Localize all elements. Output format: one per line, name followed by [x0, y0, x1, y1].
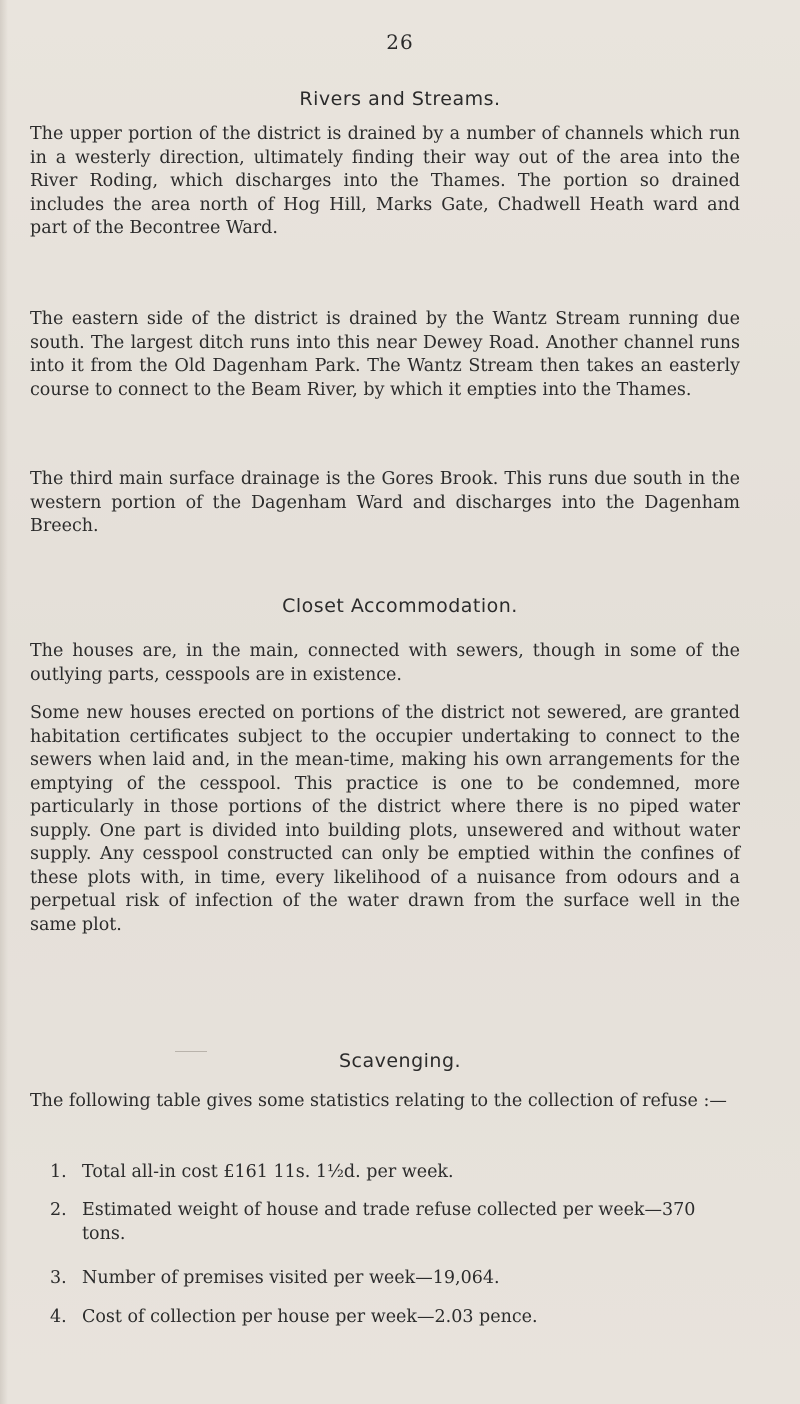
- list-item: [50, 1305, 742, 1329]
- list-item-number: 3.: [50, 1268, 67, 1288]
- paragraph-scavenging-intro: The following table gives some statistics relating to the collection of refuse :—: [30, 1091, 727, 1111]
- list-item-text: Cost of collection per house per week—2.03 pence.: [82, 1307, 538, 1327]
- list-item-number: 2.: [50, 1200, 67, 1220]
- paragraph-rivers-1: The upper portion of the district is drained by a number of channels which run in a westerly direction, ultimately finding their way out of the area into the River Roding, which discharges into the Thames. The portion so drained includes the area north of Hog Hill, Marks Gate, Chadwell Heath ward and part of the Becontree Ward.: [30, 124, 740, 238]
- list-item-text: Number of premises visited per week—19,064.: [82, 1268, 500, 1288]
- list-item-text: Estimated weight of house and trade refuse collected per week—370 tons.: [82, 1200, 696, 1244]
- paragraph-rivers-2: The eastern side of the district is drained by the Wantz Stream running due south. The largest ditch runs into this near Dewey Road. Another channel runs into it from the Old Dagenham Park. The Wantz Stream then takes an easterly course to connect to the Beam River, by which it empties into the Thames.: [30, 309, 740, 400]
- list-item-number: 4.: [50, 1307, 67, 1327]
- page-number: 26: [386, 30, 414, 54]
- list-item-number: 1.: [50, 1162, 67, 1182]
- paragraph-closet-1: The houses are, in the main, connected with sewers, though in some of the outlying parts, cesspools are in existence.: [30, 641, 740, 685]
- heading-closet-accommodation: Closet Accommodation.: [282, 595, 518, 617]
- paragraph-closet-2: Some new houses erected on portions of the district not sewered, are granted habitation certificates subject to the occupier undertaking to connect to the sewers when laid and, in the mean-time, making his own arrangements for the emptying of the cesspool. This practice is one to be condemned, more particularly in those portions of the district where there is no piped water supply. One part is divided into building plots, unsewered and without water supply. Any cesspool constructed can only be emptied within the confines of these plots with, in time, every likelihood of a nuisance from odours and a perpetual risk of infection of the water drawn from the surface well in the same plot.: [30, 703, 740, 935]
- paragraph-rivers-3: The third main surface drainage is the Gores Brook. This runs due south in the western portion of the Dagenham Ward and discharges into the Dagenham Breech.: [30, 469, 740, 536]
- heading-rivers-and-streams: Rivers and Streams.: [299, 88, 501, 110]
- list-item: [50, 1198, 742, 1246]
- list-item: [50, 1160, 742, 1184]
- heading-scavenging: Scavenging.: [338, 1050, 462, 1072]
- list-item-text: Total all-in cost £161 11s. 1½d. per week.: [82, 1162, 454, 1182]
- list-item: [50, 1266, 742, 1290]
- page-edge-shadow: [0, 0, 8, 1404]
